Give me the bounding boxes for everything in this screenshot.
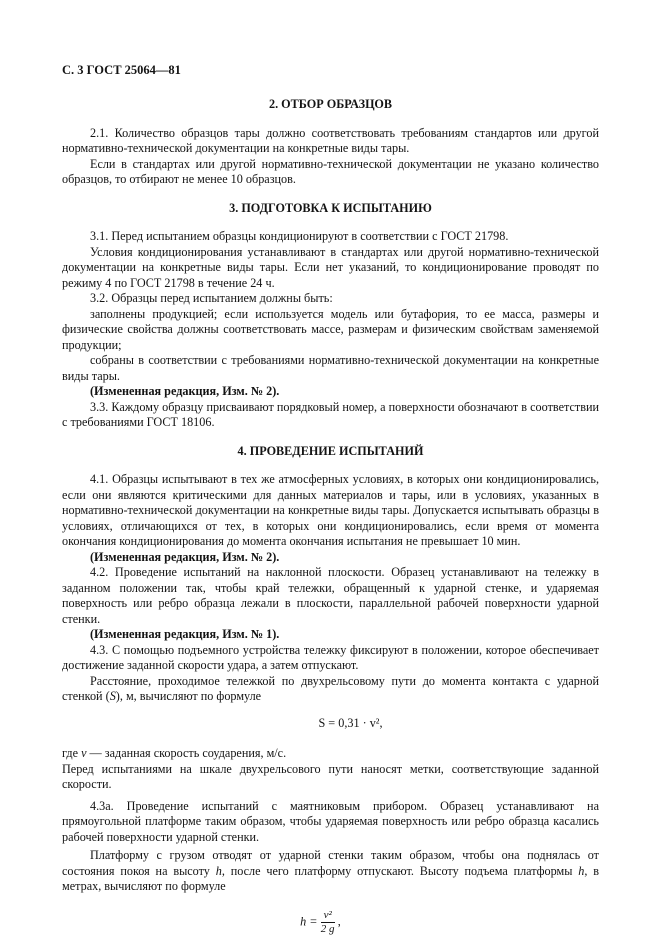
revision-note-3: (Измененная редакция, Изм. № 2). xyxy=(90,384,280,398)
variable-s: S xyxy=(109,689,116,703)
paragraph-2-1-cont: Если в стандартах или другой нормативно-технической документации не указано количество образцов, то отбирают не менее 10 образцов. xyxy=(62,156,599,186)
fraction-denominator: 2 g xyxy=(320,922,335,935)
paragraph-2-1: 2.1. Количество образцов тары должно соответствовать требованиям стандартов или другой нормативно-технической документации на конкретные виды тары. xyxy=(62,125,599,155)
formula-height-fraction xyxy=(321,909,335,936)
paragraph-4-3a: 4.3а. Проведение испытаний с маятниковым прибором. Образец устанавливают на прямоугольной платформе таким образом, чтобы ударяемая поверхность или ребро образца касались рабочей поверхности ударной стенки. xyxy=(62,798,599,844)
text-span: Расстояние, проходимое тележкой по двухрельсовому пути до момента контакта с ударной стенкой ( xyxy=(62,673,599,703)
text-span: где xyxy=(62,746,82,760)
formula-distance: S = 0,31 · v², xyxy=(318,715,383,730)
text-span: — заданная скорость соударения, м/с. xyxy=(86,746,287,760)
revision-note-4-2: (Измененная редакция, Изм. № 1). xyxy=(90,627,280,641)
paragraph-platform xyxy=(62,848,599,895)
section-4-title: 4. ПРОВЕДЕНИЕ ИСПЫТАНИЙ xyxy=(237,443,424,458)
paragraph-3-2-item-2: собраны в соответствии с требованиями нормативно-технической документации на конкретные виды тары. xyxy=(62,353,599,383)
variable-v: v xyxy=(81,746,87,760)
text-span: , после чего платформу отпускают. Высоту подъема платформы xyxy=(221,863,579,878)
formula-height-tail: , xyxy=(334,913,341,928)
paragraph-4-2: 4.2. Проведение испытаний на наклонной плоскости. Образец устанавливают на тележку в заданном положении так, чтобы край тележки, обращенный к ударной стенке, и ударяемая поверхность или ребро образца лежали в плоскости, параллельной рабочей поверхности ударной стенки. xyxy=(62,565,599,626)
variable-h: h xyxy=(215,863,222,878)
formula-height-lhs: h = xyxy=(300,913,318,928)
paragraph-3-2-item-1: заполнены продукцией; если используется модель или бутафория, то ее масса, размеры и физические свойства должны соответствовать массе, размерам и физическим свойствам заменяемой продукции; xyxy=(62,306,599,352)
paragraph-3-1-cont: Условия кондиционирования устанавливают в стандартах или другой нормативно-технической документации на конкретные виды тары. Если нет указаний, то кондиционирование проводят по режиму 4 по ГОСТ 21798 в течение 24 ч. xyxy=(62,244,599,290)
paragraph-marks: Перед испытаниями на шкале двухрельсового пути наносят метки, соответствующие заданной скорости. xyxy=(62,761,599,791)
paragraph-4-3: 4.3. С помощью подъемного устройства тележку фиксируют в положении, которое обеспечивает достижение заданной скорости удара, а затем отпускают. xyxy=(62,642,599,672)
formula-legend xyxy=(62,746,599,762)
text-span: , в метрах, вычисляют по формуле xyxy=(62,863,599,893)
paragraph-3-3: 3.3. Каждому образцу присваивают порядковый номер, а поверхности обозначают в соответствии с требованиями ГОСТ 18106. xyxy=(62,399,599,429)
section-2-title: 2. ОТБОР ОБРАЗЦОВ xyxy=(268,97,393,111)
text-span: ), м, вычисляют по формуле xyxy=(115,689,262,703)
paragraph-4-3-distance xyxy=(62,674,599,705)
running-head: С. 3 ГОСТ 25064—81 xyxy=(62,63,181,77)
text-span: Платформу с грузом отводят от ударной стенки таким образом, чтобы она поднялась от состояния покоя на высоту xyxy=(62,848,599,878)
paragraph-3-2: 3.2. Образцы перед испытанием должны быть: xyxy=(90,291,333,305)
revision-note-4-1: (Измененная редакция, Изм. № 2). xyxy=(90,549,280,564)
fraction-numerator: v² xyxy=(321,909,335,923)
section-3-title: 3. ПОДГОТОВКА К ИСПЫТАНИЮ xyxy=(229,200,432,215)
paragraph-4-1: 4.1. Образцы испытывают в тех же атмосферных условиях, в которых они кондиционировались, если они являются критическими для данных материалов и тары, или в условиях, указанных в нормативно-технической документации на конкретные виды тары. Допускается испытывать образцы в условиях, отличающихся от тех, в которых они кондиционировались, если время от момента окончания кондиционирования до момента окончания испытания не превышает 10 мин. xyxy=(62,472,599,548)
paragraph-3-1: 3.1. Перед испытанием образцы кондиционируют в соответствии с ГОСТ 21798. xyxy=(90,229,509,243)
variable-h: h xyxy=(578,863,585,878)
document-body xyxy=(62,97,599,936)
formula-height xyxy=(62,909,599,936)
